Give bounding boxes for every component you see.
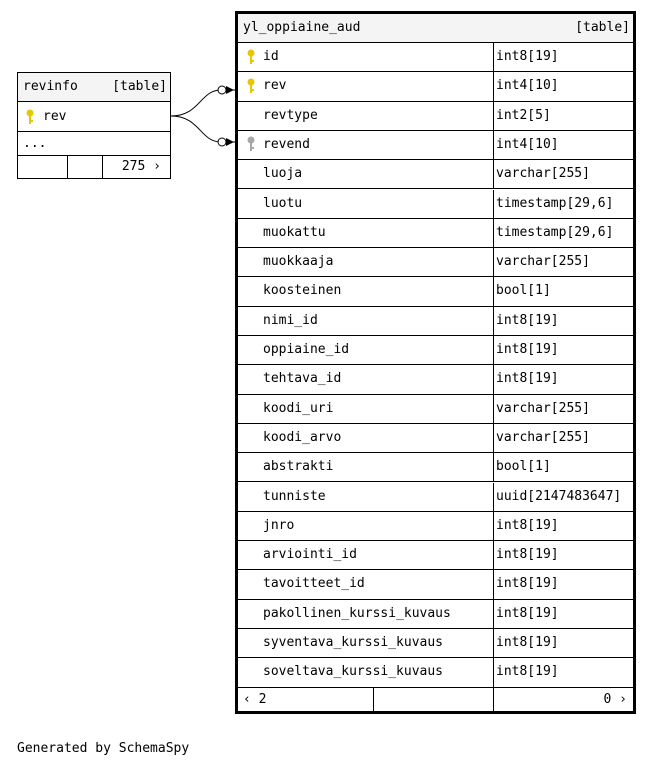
column-name: rev [263,78,287,94]
column-row[interactable] [238,336,633,365]
column-name: soveltava_kurssi_kuvaus [263,664,444,680]
more-columns [18,132,170,156]
column-name: luotu [263,195,303,211]
column-row[interactable] [238,72,633,101]
column-name: tunniste [263,488,326,504]
column-row[interactable] [238,365,633,394]
divider [493,453,494,481]
primary-key-icon [246,72,256,100]
column-type: int8[19] [496,664,559,680]
divider [493,600,494,628]
divider [493,248,494,276]
divider [493,190,494,218]
divider [493,131,494,159]
column-name: luoja [263,166,303,182]
key-icon [25,102,35,131]
divider [493,541,494,569]
column-row[interactable] [18,102,170,132]
primary-key-icon [246,43,256,71]
divider [493,72,494,100]
column-row[interactable] [238,629,633,658]
column-type: varchar[255] [496,400,590,416]
column-row[interactable] [238,131,633,160]
children-link[interactable]: 0 › [603,692,627,707]
column-name: muokattu [263,224,326,240]
divider [493,277,494,305]
column-name: tavoitteet_id [263,576,365,592]
column-name: pakollinen_kurssi_kuvaus [263,605,451,621]
column-name: muokkaaja [263,254,334,270]
column-type: int4[10] [496,78,559,94]
divider [493,483,494,511]
column-row[interactable] [238,219,633,248]
column-name: syventava_kurssi_kuvaus [263,635,444,650]
column-name: revtype [263,107,318,123]
column-type: int8[19] [496,635,559,650]
divider [493,219,494,247]
column-name: nimi_id [263,312,318,328]
ellipsis: ... [23,136,47,151]
column-row[interactable] [238,453,633,482]
table-footer [18,155,170,178]
column-row[interactable] [238,307,633,336]
column-row[interactable] [238,570,633,599]
divider [493,307,494,335]
divider [493,395,494,423]
column-name: koodi_uri [263,400,334,416]
column-type: int8[19] [496,342,559,357]
table-header [238,14,633,43]
column-name: abstrakti [263,459,334,475]
column-type: bool[1] [496,283,551,299]
table-footer [238,688,633,711]
column-row[interactable] [238,658,633,687]
column-type: int8[19] [496,312,559,328]
column-type: int2[5] [496,107,551,123]
divider [493,102,494,130]
table-yl-oppiaine-aud[interactable] [235,11,636,714]
column-name: revend [263,136,310,152]
column-type: uuid[2147483647] [496,488,622,504]
table-type: [table] [112,79,167,94]
zero-many-marker [218,86,226,94]
crowfoot-marker [226,138,234,146]
column-row[interactable] [238,102,633,131]
table-header [18,73,170,102]
divider [373,688,374,711]
column-type: varchar[255] [496,166,590,182]
table-type: [table] [575,20,630,35]
divider [493,570,494,598]
column-type: int8[19] [496,576,559,592]
column-name: oppiaine_id [263,342,350,357]
divider [493,336,494,364]
divider [493,629,494,657]
column-name: koodi_arvo [263,429,342,445]
table-name[interactable]: revinfo [23,79,78,94]
column-name: tehtava_id [263,371,342,387]
column-row[interactable] [238,160,633,189]
crowfoot-marker [226,86,234,94]
column-type: timestamp[29,6] [496,195,614,211]
foreign-key-icon [246,131,256,159]
divider [493,512,494,540]
column-type: varchar[255] [496,429,590,445]
divider [493,160,494,188]
generated-by-label: Generated by SchemaSpy [17,741,190,756]
column-name: jnro [263,517,295,533]
column-name: koosteinen [263,283,342,299]
table-revinfo[interactable] [17,72,171,179]
divider [493,658,494,686]
divider [102,155,103,178]
column-type: int8[19] [496,49,559,64]
table-name[interactable]: yl_oppiaine_aud [243,20,361,35]
divider [493,424,494,452]
column-type: int8[19] [496,605,559,621]
divider [493,43,494,71]
column-name: arviointi_id [263,547,357,563]
column-row[interactable] [238,512,633,541]
column-type: timestamp[29,6] [496,224,614,240]
column-type: int4[10] [496,136,559,152]
column-row[interactable] [238,424,633,453]
divider [493,365,494,393]
column-row[interactable] [238,277,633,306]
column-type: int8[19] [496,547,559,563]
divider [67,155,68,178]
column-row[interactable] [238,248,633,277]
column-row[interactable] [238,483,633,512]
column-type: varchar[255] [496,254,590,270]
children-link[interactable]: 275 › [121,159,161,174]
column-type: int8[19] [496,371,559,387]
column-row[interactable] [238,43,633,72]
column-row[interactable] [238,600,633,629]
parents-link[interactable]: ‹ 2 [243,692,267,707]
column-row[interactable] [238,395,633,424]
zero-many-marker [218,138,226,146]
divider [493,688,494,711]
column-type: int8[19] [496,517,559,533]
column-name: id [263,49,279,64]
column-row[interactable] [238,190,633,219]
column-name: rev [43,109,67,124]
column-row[interactable] [238,541,633,570]
column-type: bool[1] [496,459,551,475]
